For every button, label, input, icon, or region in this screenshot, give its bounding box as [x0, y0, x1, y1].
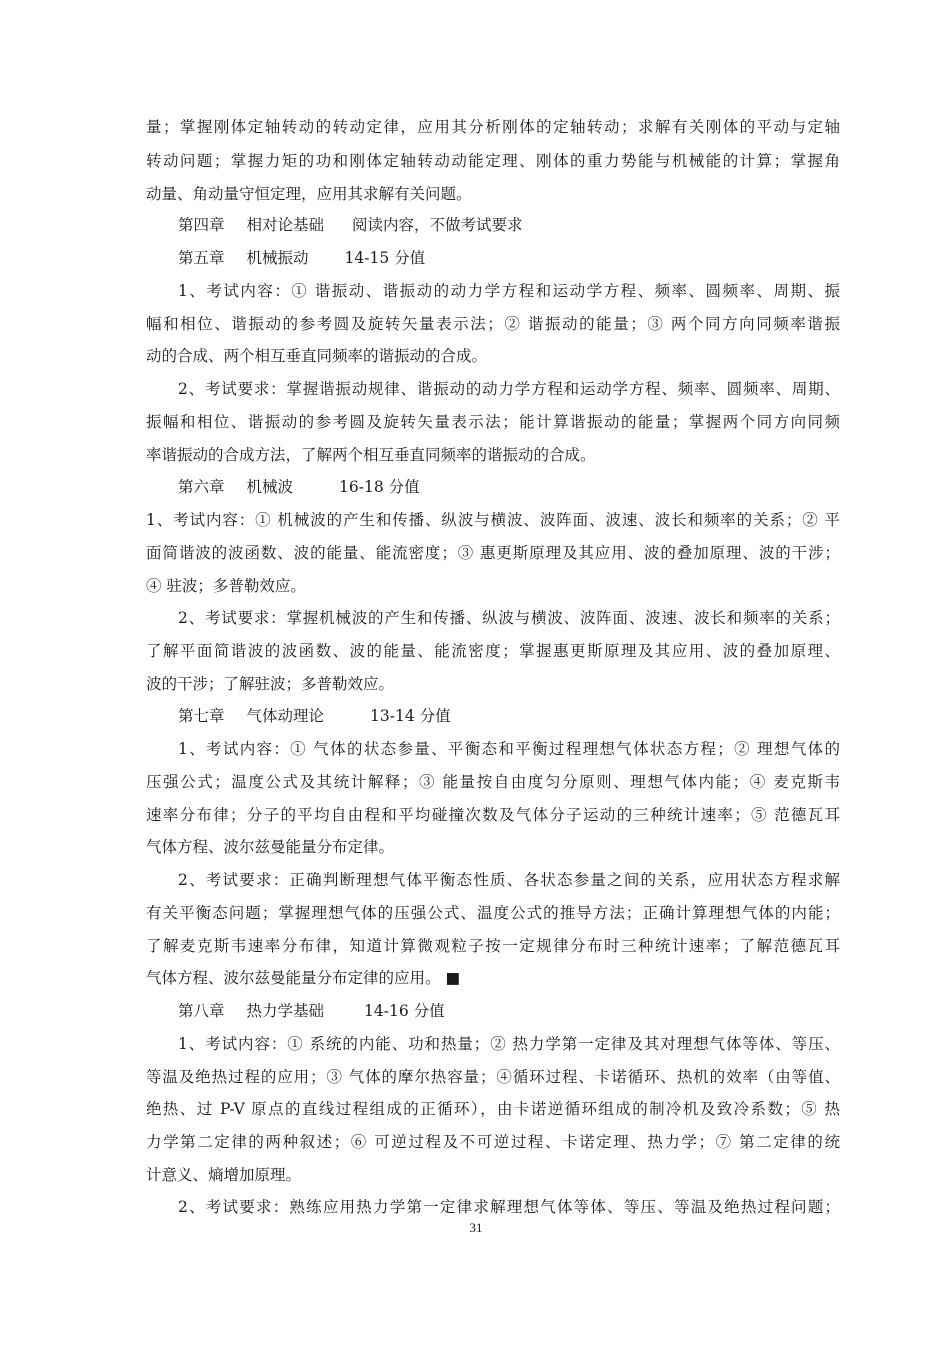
ch7-req-line-2: 有关平衡态问题；掌握理想气体的压强公式、温度公式的推导方法；正确计算理想气体的内能；: [146, 904, 840, 922]
ch6-req-line-2: 了解平面简谐波的波函数、波的能量、能流密度；掌握惠更斯原理及其应用、波的叠加原理、: [146, 642, 840, 660]
ch8-content-line-5: 计意义、熵增加原理。: [146, 1166, 302, 1184]
end-mark: ■: [445, 969, 461, 987]
ch5-req-line-3: 率谐振动的合成方法，了解两个相互垂直同频率的谐振动的合成。: [146, 446, 596, 464]
chapter-7-score: 13-14 分值: [370, 707, 451, 725]
ch6-content-line-2: 面简谐波的波函数、波的能量、能流密度；③ 惠更斯原理及其应用、波的叠加原理、波的干涉；: [146, 544, 840, 562]
chapter-5-title: 机械振动: [246, 249, 309, 267]
page-number: 31: [469, 1220, 483, 1235]
ch6-req-line-1: 2、考试要求：掌握机械波的产生和传播、纵波与横波、波阵面、波速、波长和频率的关系；: [178, 609, 840, 627]
rigid-body-line-2: 转动问题；掌握力矩的功和刚体定轴转动动能定理、刚体的重力势能与机械能的计算；掌握角: [146, 152, 840, 170]
chapter-8-number: 第八章: [178, 1002, 225, 1020]
chapter-7-heading: [178, 706, 451, 726]
ch7-content-line-3: 速率分布律；分子的平均自由程和平均碰撞次数及气体分子运动的三种统计速率；⑤ 范德瓦耳: [146, 806, 840, 824]
ch6-req-line-3: 波的干涉；了解驻波；多普勒效应。: [146, 675, 395, 693]
rigid-body-line-3: 动量、角动量守恒定理，应用其求解有关问题。: [146, 185, 472, 203]
chapter-5-score: 14-15 分值: [344, 249, 426, 267]
chapter-7-number: 第七章: [178, 707, 225, 725]
ch8-content-line-1: 1、考试内容：① 系统的内能、功和热量；② 热力学第一定律及其对理想气体等体、等压、: [178, 1035, 840, 1053]
ch7-req-line-4-text: 气体方程、波尔兹曼能量分布定律的应用。: [146, 969, 441, 987]
chapter-4-number: 第四章: [178, 216, 225, 234]
chapter-6-title: 机械波: [246, 478, 294, 496]
chapter-4-title: 相对论基础: [246, 216, 325, 234]
chapter-4-heading: [178, 215, 523, 235]
chapter-5-number: 第五章: [178, 249, 225, 267]
ch5-req-line-1: 2、考试要求：掌握谐振动规律、谐振动的动力学方程和运动学方程、频率、圆频率、周期、: [178, 380, 840, 398]
ch8-req-line-1: 2、考试要求：熟练应用热力学第一定律求解理想气体等体、等压、等温及绝热过程问题；: [178, 1198, 840, 1216]
rigid-body-line-1: 量；掌握刚体定轴转动的转动定律，应用其分析刚体的定轴转动；求解有关刚体的平动与定轴: [146, 118, 840, 136]
chapter-4-note: 阅读内容，不做考试要求: [352, 216, 523, 234]
chapter-8-score: 14-16 分值: [364, 1002, 445, 1020]
chapter-6-heading: [178, 477, 420, 497]
ch7-content-line-1: 1、考试内容：① 气体的状态参量、平衡态和平衡过程理想气体状态方程；② 理想气体的: [178, 740, 840, 758]
ch7-content-line-4: 气体方程、波尔兹曼能量分布定律。: [146, 838, 395, 856]
chapter-7-title: 气体动理论: [246, 707, 325, 725]
ch8-content-line-4: 力学第二定律的两种叙述；⑥ 可逆过程及不可逆过程、卡诺定理、热力学；⑦ 第二定律的统: [146, 1133, 840, 1151]
ch6-content-line-3: ④ 驻波；多普勒效应。: [146, 577, 306, 595]
ch8-content-line-2: 等温及绝热过程的应用；③ 气体的摩尔热容量；④循环过程、卡诺循环、热机的效率（由等值、: [146, 1068, 840, 1086]
chapter-6-number: 第六章: [178, 478, 225, 496]
ch5-content-line-2: 幅和相位、谐振动的参考圆及旋转矢量表示法；② 谐振动的能量；③ 两个同方向同频率谐振: [146, 315, 840, 333]
ch5-req-line-2: 振幅和相位、谐振动的参考圆及旋转矢量表示法；能计算谐振动的能量；掌握两个同方向同频: [146, 413, 840, 431]
ch7-req-line-4: [146, 968, 840, 988]
ch5-content-line-1: 1、考试内容：① 谐振动、谐振动的动力学方程和运动学方程、频率、圆频率、周期、振: [178, 282, 840, 300]
chapter-8-heading: [178, 1001, 445, 1021]
ch5-content-line-3: 动的合成、两个相互垂直同频率的谐振动的合成。: [146, 347, 488, 365]
chapter-5-heading: [178, 248, 425, 268]
ch7-req-line-3: 了解麦克斯韦速率分布律，知道计算微观粒子按一定规律分布时三种统计速率；了解范德瓦耳: [146, 937, 840, 955]
ch8-content-line-3: 绝热、过 P-V 原点的直线过程组成的正循环），由卡诺逆循环组成的制冷机及致冷系数；⑤ 热: [146, 1100, 840, 1118]
ch6-content-line-1: 1、考试内容：① 机械波的产生和传播、纵波与横波、波阵面、波速、波长和频率的关系；② 平: [146, 511, 840, 529]
chapter-6-score: 16-18 分值: [339, 478, 420, 496]
ch7-req-line-1: 2、考试要求：正确判断理想气体平衡态性质、各状态参量之间的关系，应用状态方程求解: [178, 871, 840, 889]
ch7-content-line-2: 压强公式；温度公式及其统计解释；③ 能量按自由度匀分原则、理想气体内能；④ 麦克斯韦: [146, 773, 840, 791]
chapter-8-title: 热力学基础: [246, 1002, 325, 1020]
